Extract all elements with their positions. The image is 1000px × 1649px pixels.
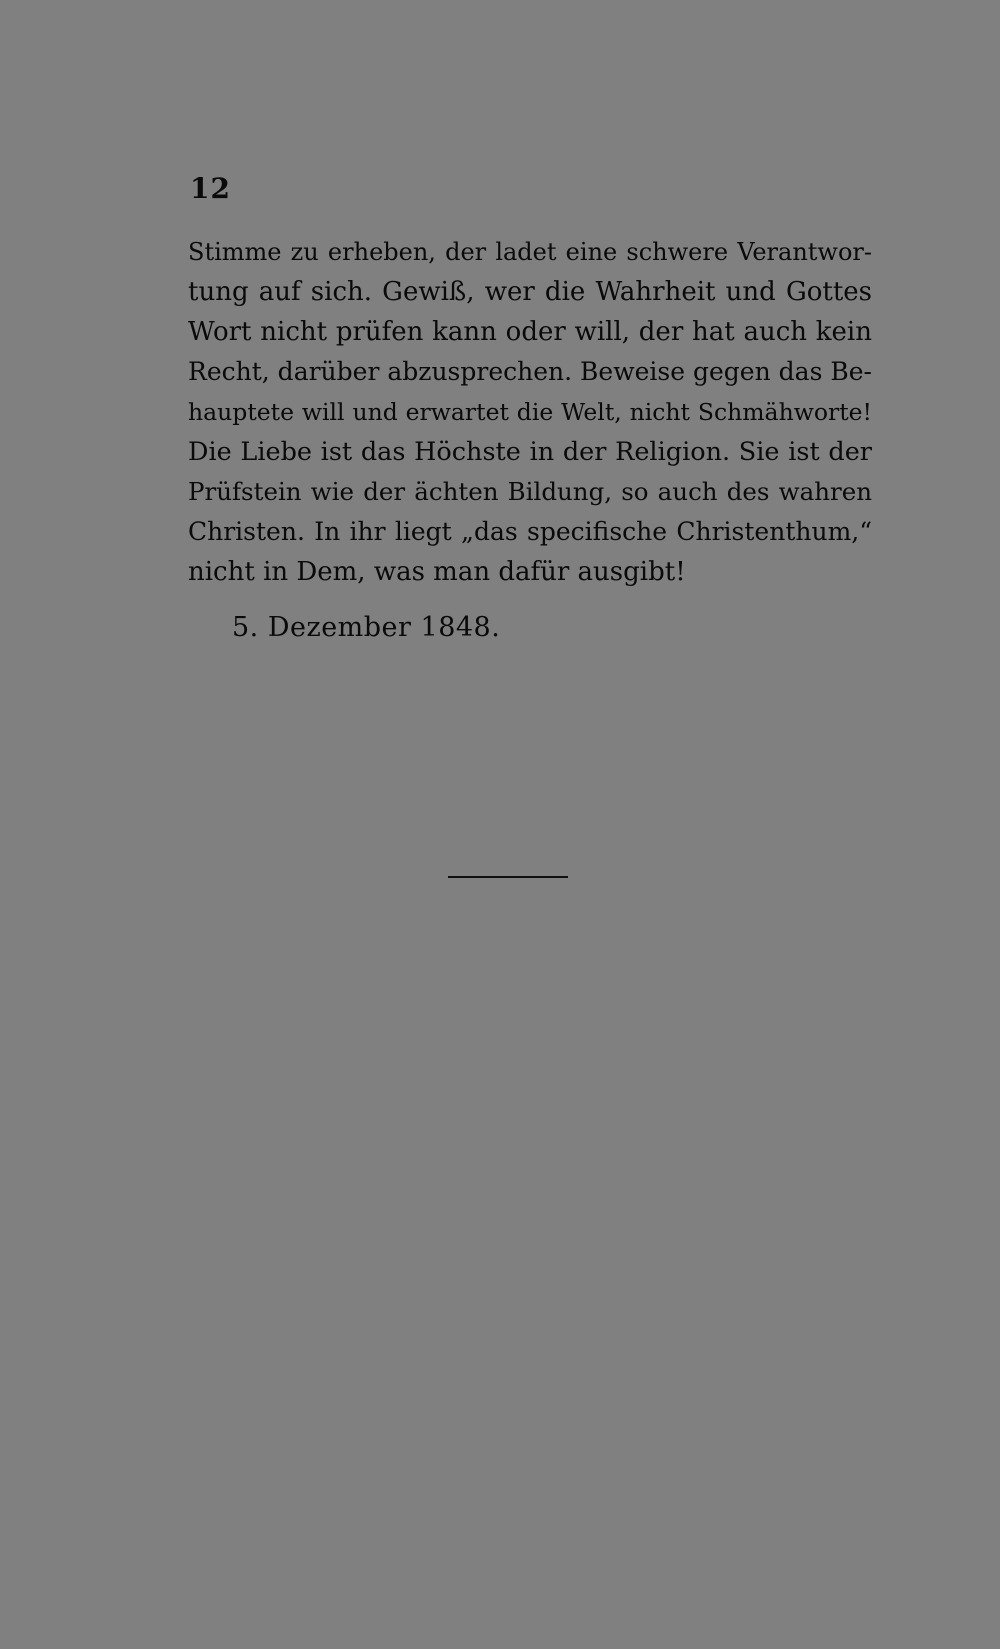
text-line: Christen. In ihr liegt „das specifische Christenthum,“ <box>188 517 872 546</box>
text-line: Die Liebe ist das Höchste in der Religion. Sie ist der <box>188 437 872 467</box>
body-paragraph <box>188 232 872 592</box>
text-line: Prüfstein wie der ächten Bildung, so auch des wahren <box>188 477 872 506</box>
page-number: 12 <box>190 172 231 205</box>
text-line: Recht, darüber abzusprechen. Beweise gegen das Be- <box>188 357 872 386</box>
text-line: tung auf sich. Gewiß, wer die Wahrheit und Gottes <box>188 277 872 307</box>
date-line: 5. Dezember 1848. <box>232 612 501 643</box>
text-line: Wort nicht prüfen kann oder will, der hat auch kein <box>188 317 872 347</box>
text-line: nicht in Dem, was man dafür ausgibt! <box>188 557 686 587</box>
text-line: Stimme zu erheben, der ladet eine schwere Verantwor- <box>188 238 872 266</box>
text-line: hauptete will und erwartet die Welt, nicht Schmähworte! <box>188 398 872 426</box>
section-divider <box>448 876 568 878</box>
